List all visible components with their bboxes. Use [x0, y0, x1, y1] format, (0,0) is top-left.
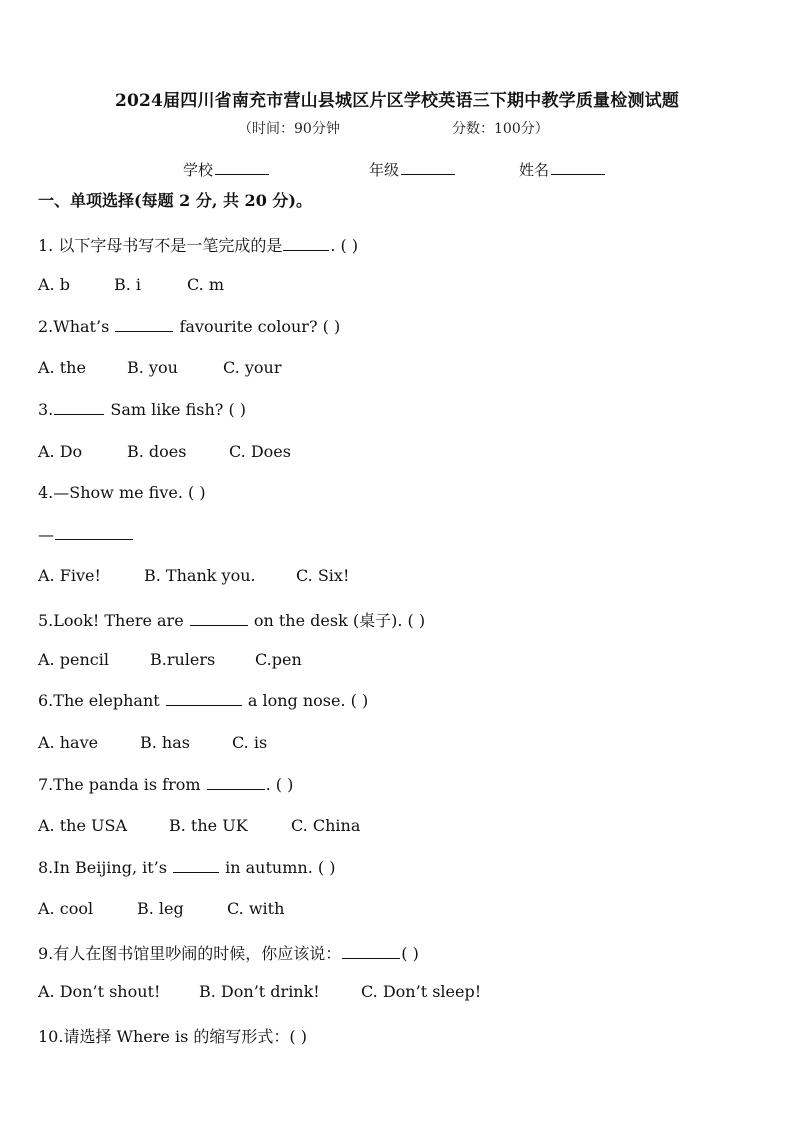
question-text-end: Sam like fish? ( ) — [105, 400, 247, 419]
answer-blank[interactable] — [283, 236, 329, 251]
option-c[interactable]: C. Six! — [296, 566, 350, 585]
question-1 — [38, 233, 358, 256]
option-c[interactable]: C. China — [291, 816, 361, 835]
question-text: 8.In Beijing, it’s — [38, 858, 173, 877]
school-label: 学校 — [183, 161, 214, 179]
question-5 — [38, 608, 425, 631]
option-a[interactable]: A. the — [38, 358, 86, 377]
option-b[interactable]: B. i — [114, 275, 142, 294]
question-text: 10.请选择 Where is 的缩写形式：( ) — [38, 1027, 307, 1046]
question-2 — [38, 317, 340, 336]
option-c[interactable]: C. with — [227, 899, 285, 918]
question-text-end: . ( ) — [330, 236, 359, 255]
question-text-end: . ( ) — [265, 775, 294, 794]
option-a[interactable]: A. Do — [38, 442, 83, 461]
question-text: 3. — [38, 400, 54, 419]
option-a[interactable]: A. b — [38, 275, 70, 294]
option-b[interactable]: B. does — [127, 442, 187, 461]
answer-blank[interactable] — [166, 691, 242, 706]
answer-blank[interactable] — [207, 775, 265, 790]
name-label: 姓名 — [519, 161, 550, 179]
option-b[interactable]: B.rulers — [150, 650, 216, 669]
option-a[interactable]: A. Don’t shout! — [38, 982, 161, 1001]
option-c[interactable]: C. is — [232, 733, 268, 752]
answer-blank[interactable] — [54, 400, 104, 415]
question-4-reply — [38, 525, 134, 544]
option-b[interactable]: B. Thank you. — [144, 566, 256, 585]
question-text-end: on the desk (桌子). ( ) — [248, 611, 426, 630]
grade-label: 年级 — [369, 161, 400, 179]
grade-blank[interactable] — [401, 160, 455, 175]
question-text: 9.有人在图书馆里吵闹的时候，你应该说： — [38, 944, 342, 963]
option-c[interactable]: C.pen — [255, 650, 302, 669]
question-text-end: favourite colour? ( ) — [174, 317, 341, 336]
total-score: 分数：100分） — [452, 121, 549, 137]
answer-blank[interactable] — [55, 525, 133, 540]
option-b[interactable]: B. leg — [137, 899, 184, 918]
question-text: 1. 以下字母书写不是一笔完成的是 — [38, 236, 283, 255]
question-text: 7.The panda is from — [38, 775, 206, 794]
option-b[interactable]: B. Don’t drink! — [199, 982, 320, 1001]
answer-blank[interactable] — [342, 944, 400, 959]
name-field — [519, 159, 605, 180]
option-b[interactable]: B. has — [140, 733, 190, 752]
question-text: 2.What’s — [38, 317, 115, 336]
question-7 — [38, 775, 293, 794]
option-a[interactable]: A. have — [38, 733, 99, 752]
option-a[interactable]: A. pencil — [38, 650, 109, 669]
question-10 — [38, 1024, 307, 1047]
question-6 — [38, 691, 368, 710]
question-text-end: ( ) — [401, 944, 419, 963]
time-limit: （时间：90分钟 — [238, 121, 340, 137]
grade-field — [369, 159, 455, 180]
option-c[interactable]: C. Don’t sleep! — [361, 982, 482, 1001]
option-b[interactable]: B. you — [127, 358, 178, 377]
answer-blank[interactable] — [115, 317, 173, 332]
question-text-end: in autumn. ( ) — [220, 858, 336, 877]
option-a[interactable]: A. the USA — [38, 816, 128, 835]
question-8 — [38, 858, 335, 877]
option-c[interactable]: C. your — [223, 358, 282, 377]
section-heading: 一、单项选择(每题 2 分, 共 20 分)。 — [38, 191, 312, 210]
question-text-end: a long nose. ( ) — [242, 691, 369, 710]
question-text: 5.Look! There are — [38, 611, 189, 630]
school-field — [183, 159, 269, 180]
question-9 — [38, 941, 419, 964]
answer-blank[interactable] — [173, 858, 219, 873]
question-3 — [38, 400, 246, 419]
school-blank[interactable] — [215, 160, 269, 175]
reply-dash: — — [38, 525, 54, 544]
option-a[interactable]: A. Five! — [38, 566, 101, 585]
answer-blank[interactable] — [190, 611, 248, 626]
option-c[interactable]: C. Does — [229, 442, 291, 461]
question-text: 6.The elephant — [38, 691, 165, 710]
option-b[interactable]: B. the UK — [169, 816, 248, 835]
page-title: 2024届四川省南充市营山县城区片区学校英语三下期中教学质量检测试题 — [114, 91, 680, 111]
question-text: 4.—Show me five. ( ) — [38, 483, 206, 502]
question-4 — [38, 483, 206, 502]
name-blank[interactable] — [551, 160, 605, 175]
option-c[interactable]: C. m — [187, 275, 225, 294]
option-a[interactable]: A. cool — [38, 899, 94, 918]
